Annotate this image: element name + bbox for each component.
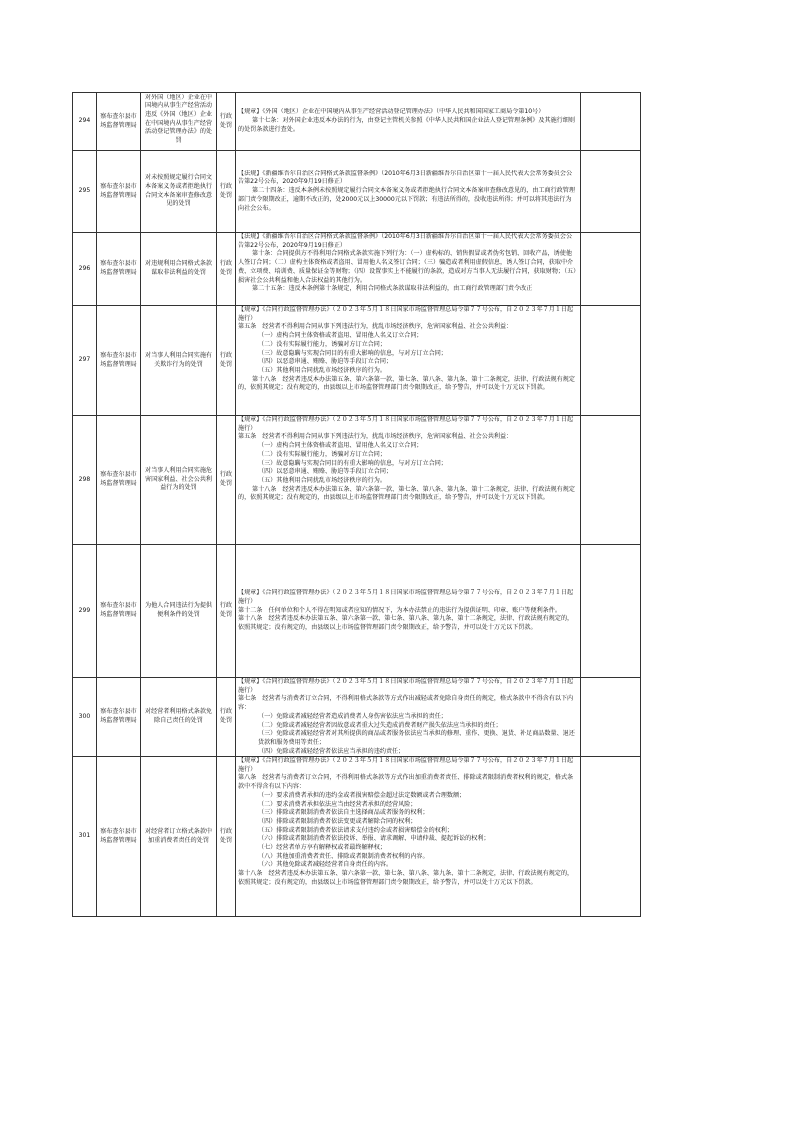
basis-line: 第十二条 任何单位和个人不得在明知或者应知的情况下，为本办法禁止的违法行为提供证明、印章、账户等便利条件。 bbox=[238, 606, 561, 614]
basis-line: 【法规】《新疆维吾尔自治区合同格式条款监督条例》（2010年6月3日新疆维吾尔自治区第十一届人民代表大会常务委员会公告第22号公布，2020年9月19日修正） bbox=[238, 169, 573, 186]
legal-basis-cell bbox=[236, 545, 581, 678]
basis-line: 第二十四条：违反本条例未按照规定履行合同文本备案义务或者拒绝执行合同文本备案审查修改意见的，由工商行政管理部门责令限期改正，逾期不改正的，处2000元以上30000元以下罚款；有违法所得的，没收违法所得；并可以将其违法行为向社会公布。 bbox=[238, 187, 575, 212]
item-type-cell: 行政处罚 bbox=[217, 306, 236, 416]
basis-line: （二）免除或者减轻经营者因故意或者重大过失造成消费者财产损失依法应当承担的责任； bbox=[258, 721, 502, 729]
department-cell: 察布查尔县市场监督管理局 bbox=[97, 545, 141, 678]
table-row bbox=[73, 678, 641, 757]
enforcement-items-table bbox=[72, 92, 641, 917]
item-name-cell: 为他人合同违法行为提供便利条件的处罚 bbox=[141, 545, 217, 678]
notes-cell bbox=[581, 306, 641, 416]
basis-line: 第七条 经营者与消费者订立合同，不得利用格式条款等方式作出减轻或者免除自身责任的规定，格式条款中不得含有以下内容： bbox=[238, 695, 574, 712]
basis-line: （三）故意隐瞒与实现合同目的有重大影响的信息，与对方订立合同； bbox=[258, 349, 447, 357]
basis-line: （二）没有实际履行能力，诱骗对方订立合同； bbox=[258, 450, 386, 458]
row-number: 296 bbox=[73, 233, 97, 306]
basis-line: （八）其他加重消费者责任、排除或者限制消费者权利的内容。 bbox=[258, 852, 429, 860]
basis-line: （六）排除或者限制消费者依法投诉、举报、请求调解、申请仲裁、提起诉讼的权利； bbox=[258, 835, 490, 843]
department-cell: 察布查尔县市场监督管理局 bbox=[97, 757, 141, 917]
basis-line: （一）虚构合同主体资格或者盗用、冒用他人名义订立合同； bbox=[258, 442, 423, 450]
department-cell: 察布查尔县市场监督管理局 bbox=[97, 306, 141, 416]
basis-line: 第五条 经营者不得利用合同从事下列违法行为，扰乱市场经济秩序，危害国家利益、社会公共利益： bbox=[238, 323, 513, 331]
basis-line: （六）其他免除或者减轻经营者自身责任的内容。 bbox=[258, 861, 393, 869]
legal-basis-cell bbox=[236, 757, 581, 917]
basis-line: （一）要求消费者承担的违约金或者损害赔偿金超过法定数额或者合理数额； bbox=[258, 791, 466, 799]
basis-line: （四）以恶意串通、贿赂、胁迫等手段订立合同； bbox=[258, 358, 393, 366]
basis-line: （二）要求消费者承担依法应当由经营者承担的经营风险； bbox=[258, 800, 417, 808]
row-number: 295 bbox=[73, 151, 97, 233]
legal-basis-cell bbox=[236, 151, 581, 233]
notes-cell bbox=[581, 93, 641, 151]
basis-line: （一）免除或者减轻经营者造成消费者人身伤害依法应当承担的责任； bbox=[258, 712, 447, 720]
item-name-cell: 对经营者利用格式条款免除自己责任的处罚 bbox=[141, 678, 217, 757]
basis-line: （五）其他利用合同扰乱市场经济秩序的行为。 bbox=[258, 366, 386, 374]
basis-line: 【法规】《新疆维吾尔自治区合同格式条款监督条例》（2010年6月3日新疆维吾尔自治区第十一届人民代表大会常务委员会公告第22号公布，2020年9月19日修正） bbox=[238, 233, 573, 249]
basis-line: 第八条 经营者与消费者订立合同，不得利用格式条款等方式作出加重消费者责任、排除或者限制消费者权利的规定，格式条款中不得含有以下内容： bbox=[238, 774, 574, 791]
item-name-cell: 对当事人利用合同实施危害国家利益、社会公共利益行为的处罚 bbox=[141, 416, 217, 545]
item-name-cell: 对违规利用合同格式条款谋取非法利益的处罚 bbox=[141, 233, 217, 306]
basis-line: （一）虚构合同主体资格或者盗用、冒用他人名义订立合同； bbox=[258, 332, 423, 340]
row-number: 298 bbox=[73, 416, 97, 545]
notes-cell bbox=[581, 545, 641, 678]
department-cell: 察布查尔县市场监督管理局 bbox=[97, 151, 141, 233]
table-row bbox=[73, 416, 641, 545]
basis-line: 【规章】《合同行政监督管理办法》（２０２３年５月１８日国家市场监督管理总局令第７７号公布，自２０２３年７月１日起施行） bbox=[238, 678, 574, 694]
basis-line: 第十七条：对外国企业违反本办法的行为，由登记主管机关参照《中华人民共和国企业法人登记管理条例》及其施行细则的处罚条款进行查处。 bbox=[238, 117, 575, 133]
notes-cell bbox=[581, 416, 641, 545]
item-type-cell: 行政处罚 bbox=[217, 93, 236, 151]
department-cell: 察布查尔县市场监督管理局 bbox=[97, 678, 141, 757]
table-row bbox=[73, 93, 641, 151]
department-cell: 察布查尔县市场监督管理局 bbox=[97, 233, 141, 306]
basis-line: 第二十五条：违反本条例第十条规定，利用合同格式条款谋取非法利益的，由工商行政管理部门责令改正 bbox=[252, 285, 533, 293]
basis-line: （二）没有实际履行能力，诱骗对方订立合同； bbox=[258, 340, 386, 348]
notes-cell bbox=[581, 678, 641, 757]
table-row bbox=[73, 757, 641, 917]
item-name-cell: 对当事人利用合同实施有关欺诈行为的处罚 bbox=[141, 306, 217, 416]
item-type-cell: 行政处罚 bbox=[217, 678, 236, 757]
legal-basis-cell bbox=[236, 678, 581, 757]
basis-line: （四）排除或者限制消费者依法变更或者解除合同的权利； bbox=[258, 817, 417, 825]
basis-line: 第十八条 经营者违反本办法第五条、第六条第一款、第七条、第八条、第九条、第十二条规定，法律、行政法规有规定的，依照其规定；没有规定的，由县级以上市场监督管理部门责令限期改正，给予警告，并可以处十万元以下罚款。 bbox=[238, 870, 574, 886]
item-name-cell: 对未按照规定履行合同文本备案义务或者拒绝执行合同文本备案审查修改意见的处罚 bbox=[141, 151, 217, 233]
item-name-text: 对外国（地区）企业在中国境内从事生产经营活动违反《外国（地区）企业在中国境内从事生产经营活动登记管理办法》的处罚 bbox=[144, 93, 213, 145]
table-row bbox=[73, 233, 641, 306]
basis-line: 第十条：合同提供方不得利用合同格式条款实施下列行为：（一）虚构标的、销售假冒或者伪劣包销、回收产品，诱使他人签订合同；（二）虚构主体资格或者盗用、冒用他人名义签订合同；（三）骗造或者利用虚假信息，诱人签订合同，获取中介费、立项费、培训费、质量保证金等财物；（四）设置事实上不能履行的条款，造成对方当事人无法履行合同，获取财物；（五）损害社会公共利益和他人合法权益的其他行为。 bbox=[238, 250, 577, 284]
table-row bbox=[73, 306, 641, 416]
department-cell: 察布查尔县市场监督管理局 bbox=[97, 416, 141, 545]
table-row bbox=[73, 151, 641, 233]
basis-line: 第十八条 经营者违反本办法第五条、第六条第一款、第七条、第八条、第九条、第十二条规定，法律、行政法规有规定的，依照其规定；没有规定的，由县级以上市场监督管理部门责令限期改正，给予警告，并可以处十万元以下罚款。 bbox=[238, 615, 574, 632]
basis-line: 【规章】《合同行政监督管理办法》（２０２３年５月１８日国家市场监督管理总局令第７７号公布，自２０２３年７月１日起施行） bbox=[238, 589, 574, 605]
basis-line: （四）以恶意串通、贿赂、胁迫等手段订立合同； bbox=[258, 468, 393, 476]
basis-line: （三）免除或者减轻经营者对其所提供的商品或者服务依法应当承担的修理、重作、更换、退货、补足商品数量、退还货款和服务费用等责任； bbox=[258, 730, 575, 746]
basis-line: （三）排除或者限制消费者依法自主选择商品或者服务的权利； bbox=[258, 809, 429, 817]
table-row bbox=[73, 545, 641, 678]
item-type-cell: 行政处罚 bbox=[217, 233, 236, 306]
row-number: 294 bbox=[73, 93, 97, 151]
basis-line: 第十八条 经营者违反本办法第五条、第六条第一款、第七条、第八条、第九条、第十二条规定，法律、行政法规有规定的，依照其规定；没有规定的，由县级以上市场监督管理部门责令限期改正，给予警告，并可以处十万元以下罚款。 bbox=[238, 485, 575, 502]
document-sheet bbox=[72, 92, 640, 917]
notes-cell bbox=[581, 233, 641, 306]
item-type-cell: 行政处罚 bbox=[217, 416, 236, 545]
row-number: 299 bbox=[73, 545, 97, 678]
basis-line: 【规章】《合同行政监督管理办法》（２０２３年５月１８日国家市场监督管理总局令第７７号公布，自２０２３年７月１日起施行） bbox=[238, 757, 574, 773]
row-number: 300 bbox=[73, 678, 97, 757]
legal-basis-cell bbox=[236, 416, 581, 545]
item-type-cell: 行政处罚 bbox=[217, 151, 236, 233]
notes-cell bbox=[581, 151, 641, 233]
item-type-cell: 行政处罚 bbox=[217, 545, 236, 678]
row-number: 301 bbox=[73, 757, 97, 917]
legal-basis-cell bbox=[236, 233, 581, 306]
legal-basis-cell bbox=[236, 93, 581, 151]
item-name-cell: 对经营者订立格式条款中加重消费者责任的处罚 bbox=[141, 757, 217, 917]
basis-line: 【规章】《合同行政监督管理办法》（２０２３年５月１８日国家市场监督管理总局令第７７号公布，自２０２３年７月１日起施行） bbox=[238, 416, 574, 432]
basis-line: 【规章】《合同行政监督管理办法》（２０２３年５月１８日国家市场监督管理总局令第７７号公布，自２０２３年７月１日起施行） bbox=[238, 306, 574, 322]
notes-cell bbox=[581, 757, 641, 917]
item-type-cell: 行政处罚 bbox=[217, 757, 236, 917]
basis-line: （五）排除或者限制消费者依法请求支付违约金或者损害赔偿金的权利； bbox=[258, 826, 453, 834]
row-number: 297 bbox=[73, 306, 97, 416]
item-name-cell bbox=[141, 93, 217, 151]
basis-line: （四）免除或者减轻经营者依法应当承担的违约责任； bbox=[258, 747, 405, 755]
basis-line: （五）其他利用合同扰乱市场经济秩序的行为。 bbox=[258, 476, 386, 484]
basis-line: 第十八条 经营者违反本办法第五条、第六条第一款、第七条、第八条、第九条、第十二条规定，法律、行政法规有规定的，依照其规定；没有规定的，由县级以上市场监督管理部门责令限期改正，给予警告，并可以处十万元以下罚款。 bbox=[238, 375, 575, 392]
basis-line: 第五条 经营者不得利用合同从事下列违法行为，扰乱市场经济秩序，危害国家利益、社会公共利益： bbox=[238, 433, 513, 441]
basis-line: 【规章】《外国（地区）企业在中国境内从事生产经营活动登记管理办法》（中华人民共和国国家工商局令第10号） bbox=[238, 108, 545, 116]
basis-line: （七）经营者单方享有解释权或者最终解释权； bbox=[258, 844, 386, 852]
basis-line: （三）故意隐瞒与实现合同目的有重大影响的信息，与对方订立合同； bbox=[258, 459, 447, 467]
legal-basis-cell bbox=[236, 306, 581, 416]
department-cell: 察布查尔县市场监督管理局 bbox=[97, 93, 141, 151]
